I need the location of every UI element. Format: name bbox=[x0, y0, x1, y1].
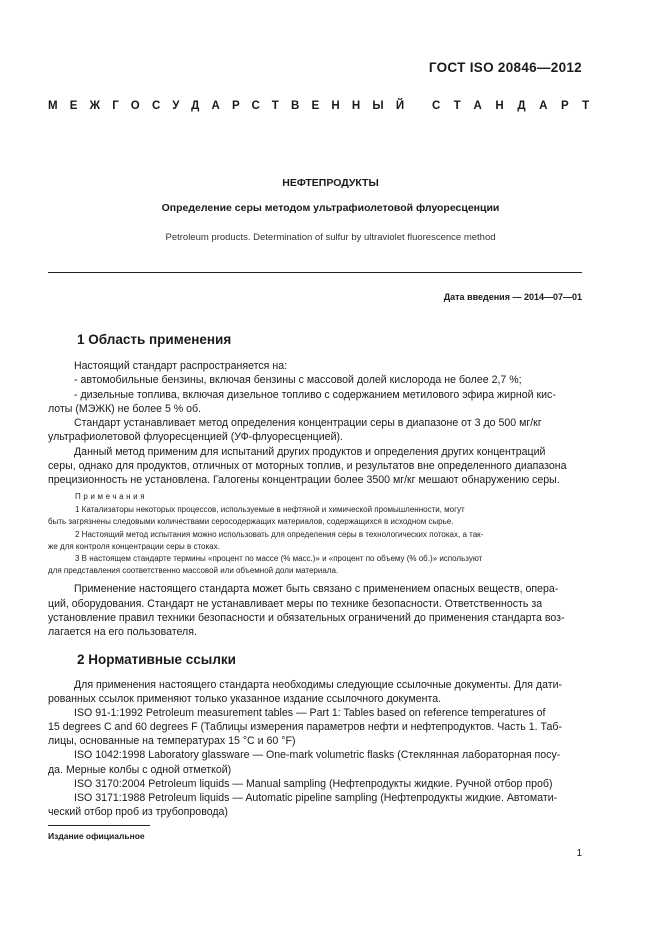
paragraph-line: Настоящий стандарт распространяется на: bbox=[74, 360, 288, 372]
standard-code: ГОСТ ISO 20846—2012 bbox=[428, 60, 582, 75]
paragraph-line: ций, оборудования. Стандарт не устанавливает меры по технике безопасности. Ответственность за bbox=[48, 598, 543, 610]
paragraph-line: Применение настоящего стандарта может быть связано с применением опасных веществ, опера- bbox=[74, 583, 559, 595]
paragraph-line: лагается на его пользователя. bbox=[48, 626, 197, 638]
reference-line: ческий отбор проб из трубопровода) bbox=[48, 806, 228, 818]
official-edition-label: Издание официальное bbox=[48, 831, 145, 841]
document-title-english: Petroleum products. Determination of sulfur by ultraviolet fluorescence method bbox=[165, 232, 496, 243]
paragraph-line: рованных ссылок применяют только указанное издание ссылочного документа. bbox=[48, 693, 442, 705]
section-1-heading: 1 Область применения bbox=[77, 332, 232, 347]
reference-line: да. Мерные колбы с одной отметкой) bbox=[48, 764, 232, 776]
reference-line: 15 degrees C and 60 degrees F (Таблицы измерения параметров нефти и нефтепродуктов. Часть 1. Таб- bbox=[48, 721, 563, 733]
introduction-date: Дата введения — 2014—07—01 bbox=[443, 292, 582, 302]
reference-line: лицы, основанные на температурах 15 °C и 60 °F) bbox=[48, 735, 296, 747]
reference-line: ISO 3171:1988 Petroleum liquids — Automatic pipeline sampling (Нефтепродукты жидкие. Автомати- bbox=[74, 792, 558, 804]
note-line: 1 Катализаторы некоторых процессов, используемые в нефтяной и химической промышленности, могут bbox=[75, 505, 465, 514]
footer-divider bbox=[48, 825, 150, 826]
paragraph-line: Данный метод применим для испытаний других продуктов и определения других концентраций bbox=[74, 446, 546, 458]
note-line: 2 Настоящий метод испытания можно использовать для определения серы в технологических потоках, а так- bbox=[75, 530, 484, 539]
interstate-word: МЕЖГОСУДАРСТВЕННЫЙ bbox=[48, 100, 417, 112]
notes-heading: Примечания bbox=[75, 492, 148, 501]
paragraph-line: ультрафиолетовой флуоресценцией (УФ-флуоресценцией). bbox=[48, 431, 343, 443]
note-line: быть загрязнены следовыми количествами серосодержащих материалов, содержащихся в исходном сырье. bbox=[48, 517, 454, 526]
document-subtitle: Определение серы методом ультрафиолетовой флуоресценции bbox=[161, 202, 500, 214]
note-line: 3 В настоящем стандарте термины «процент по массе (% масс.)» и «процент по объему (% об.)» используют bbox=[75, 554, 483, 563]
paragraph-line: Для применения настоящего стандарта необходимы следующие ссылочные документы. Для дати- bbox=[74, 679, 563, 691]
reference-line: ISO 3170:2004 Petroleum liquids — Manual sampling (Нефтепродукты жидкие. Ручной отбор проб) bbox=[74, 778, 553, 790]
list-item: - дизельные топлива, включая дизельное топливо с содержанием метилового эфира жирной кис- bbox=[74, 389, 556, 401]
list-item: - автомобильные бензины, включая бензины с массовой долей кислорода не более 2,7 %; bbox=[74, 374, 522, 386]
paragraph-line: Стандарт устанавливает метод определения концентрации серы в диапазоне от 3 до 500 мг/кг bbox=[74, 417, 542, 429]
paragraph-line: серы, однако для продуктов, отличных от моторных топлив, и результатов вне определенного диапазона bbox=[48, 460, 567, 472]
title-divider bbox=[48, 272, 582, 273]
paragraph-line: прецизионность не установлена. Галогены концентрации более 3500 мг/кг мешают обнаружению серы. bbox=[48, 474, 560, 486]
section-2-heading: 2 Нормативные ссылки bbox=[77, 652, 236, 667]
document-title: НЕФТЕПРОДУКТЫ bbox=[282, 177, 379, 189]
reference-line: ISO 1042:1998 Laboratory glassware — One-mark volumetric flasks (Стеклянная лабораторная посу- bbox=[74, 749, 561, 761]
page-number: 1 bbox=[576, 848, 582, 859]
list-item-continuation: лоты (МЭЖК) не более 5 % об. bbox=[48, 403, 202, 415]
paragraph-line: установление правил техники безопасности и обязательных ограничений до применения стандарта воз- bbox=[48, 612, 565, 624]
reference-line: ISO 91-1:1992 Petroleum measurement tables — Part 1: Tables based on reference temperatures of bbox=[74, 707, 546, 719]
note-line: для представления соответственно массовой или объемной доли материала. bbox=[48, 566, 339, 575]
note-line: же для контроля концентрации серы в стоках. bbox=[48, 542, 220, 551]
standard-word: СТАНДАРТ bbox=[432, 100, 603, 112]
